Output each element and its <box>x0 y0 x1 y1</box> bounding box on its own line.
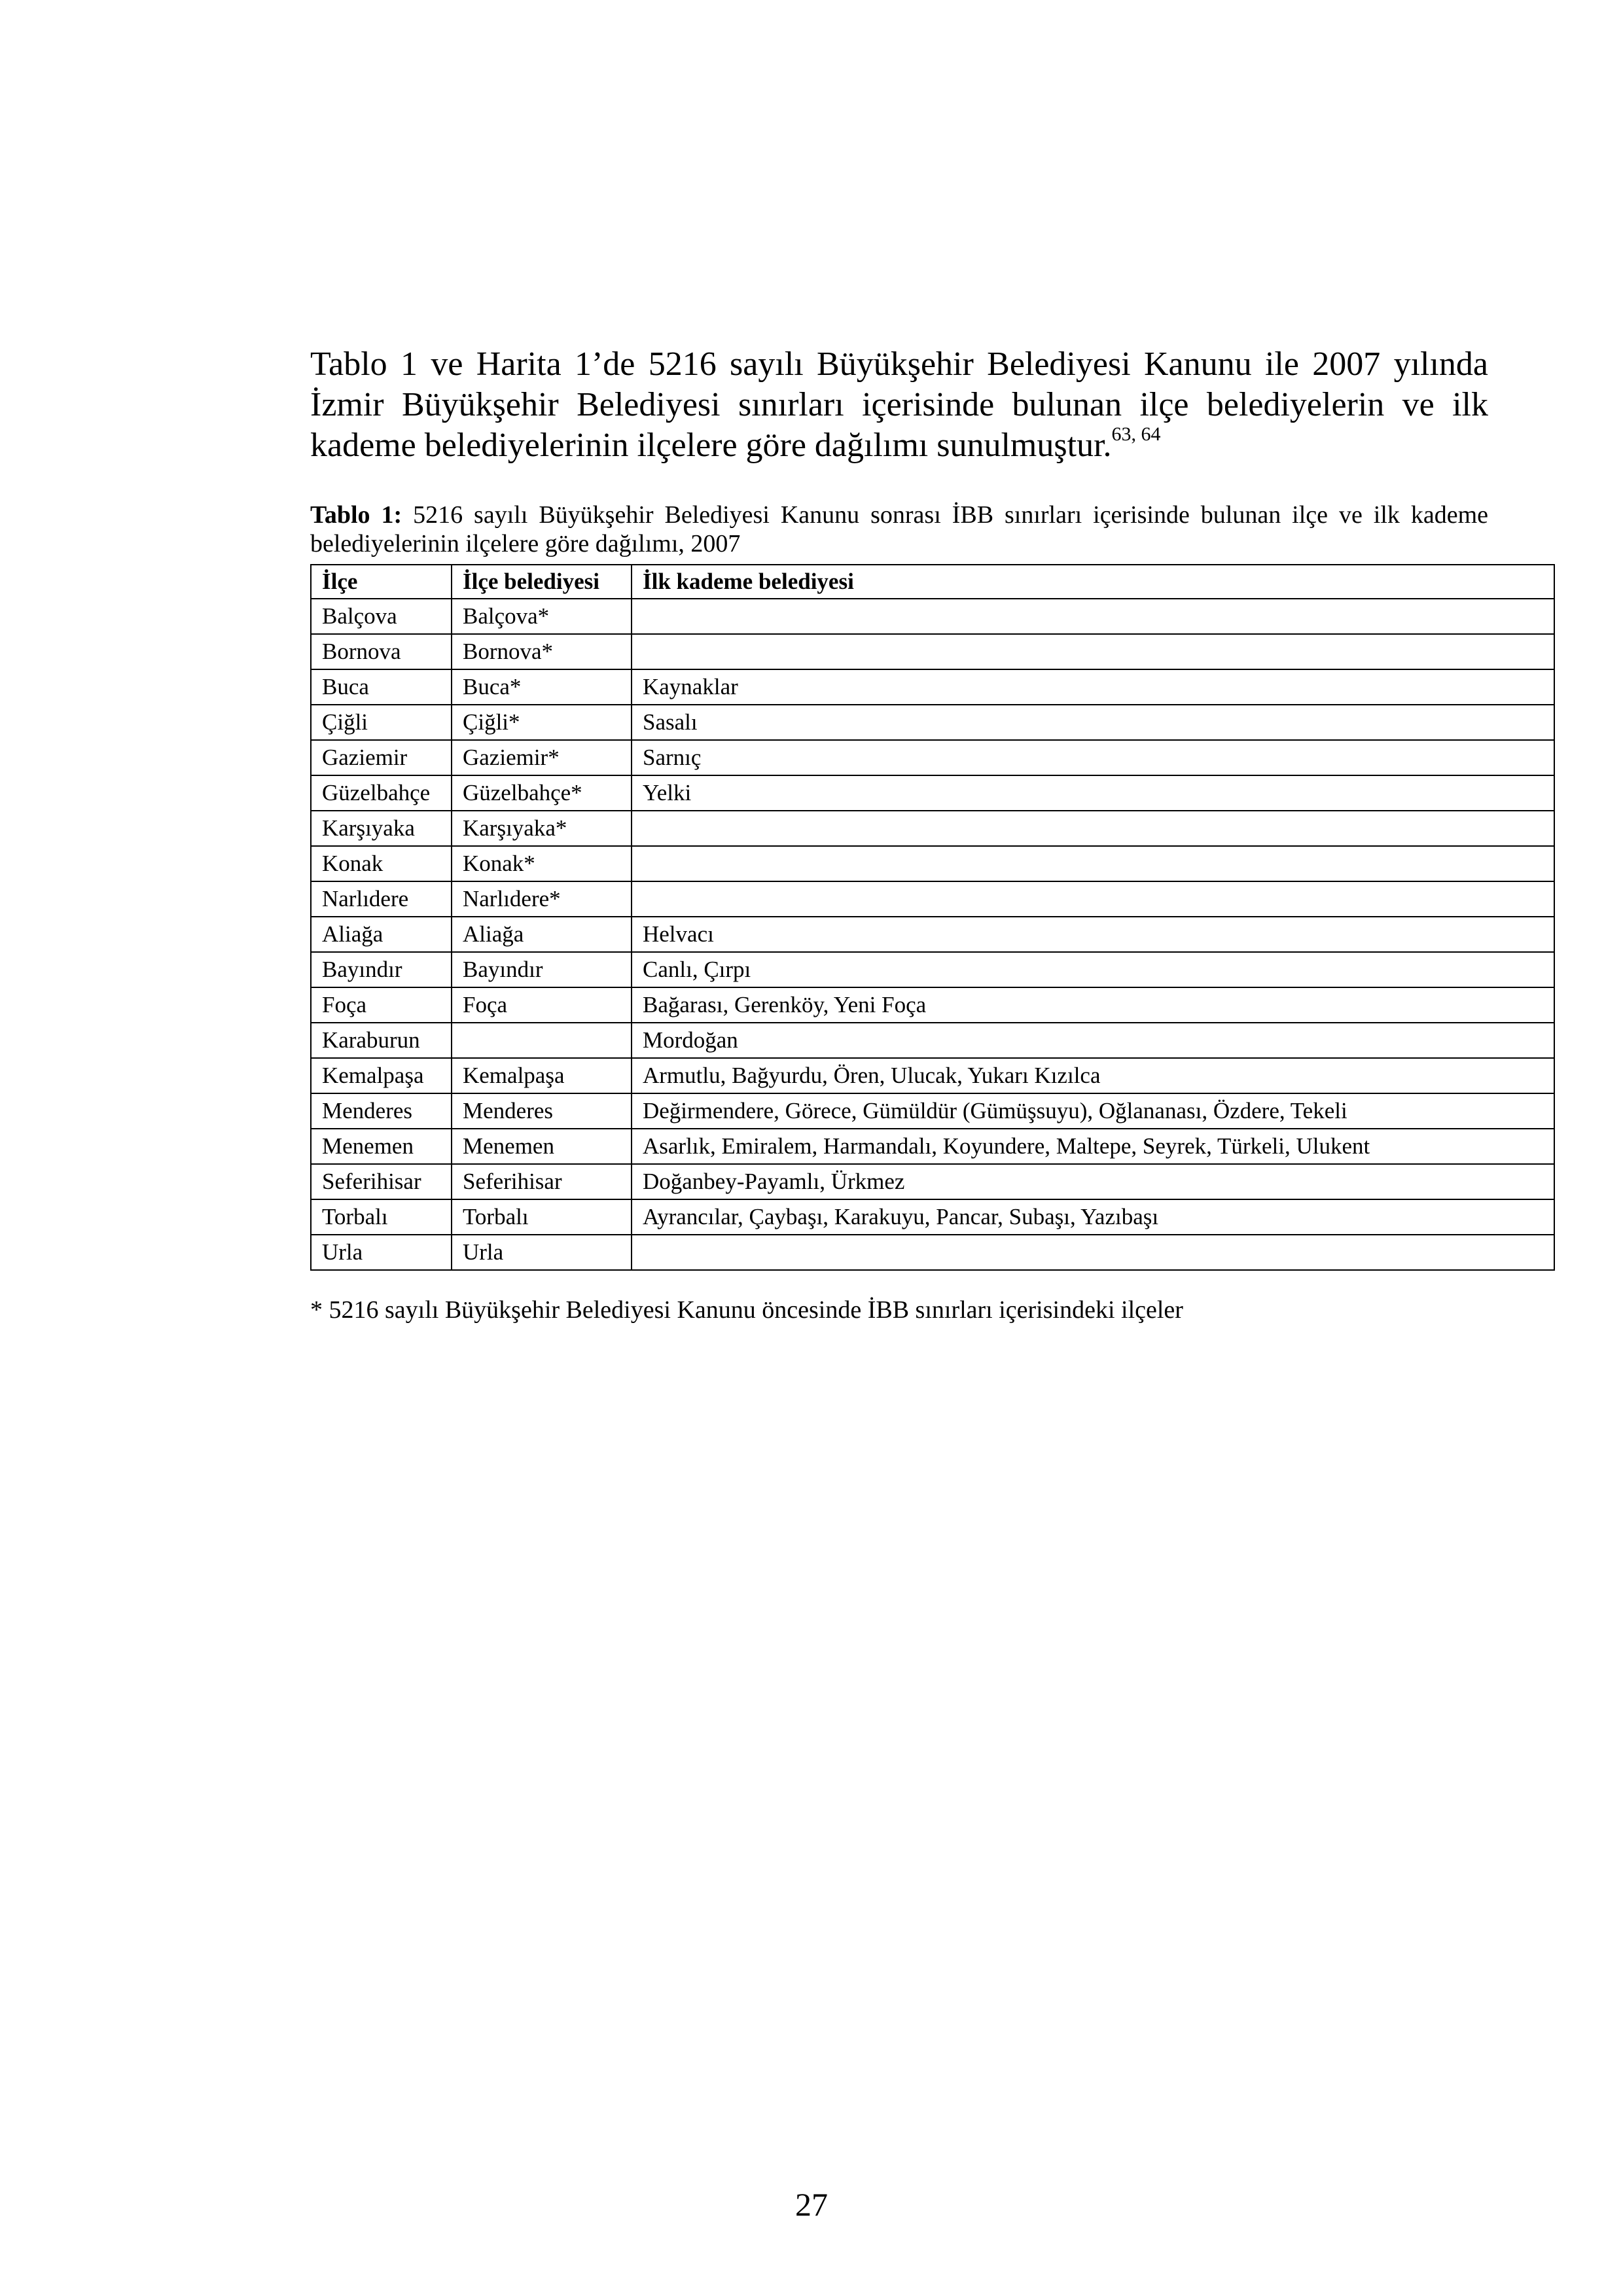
table-row <box>311 1023 1554 1058</box>
cell-ilk-kademe-belediyesi: Armutlu, Bağyurdu, Ören, Ulucak, Yukarı Kızılca <box>632 1058 1554 1093</box>
cell-ilce-belediyesi: Bayındır <box>452 952 632 987</box>
cell-ilce-belediyesi: Aliağa <box>452 917 632 952</box>
cell-ilce: Balçova <box>311 599 452 634</box>
intro-footnote-ref: 63, 64 <box>1111 423 1161 445</box>
table-body <box>311 599 1554 1270</box>
table-footnote: * 5216 sayılı Büyükşehir Belediyesi Kanunu öncesinde İBB sınırları içerisindeki ilçeler <box>310 1296 1183 1324</box>
cell-ilce: Buca <box>311 669 452 705</box>
cell-ilce: Narlıdere <box>311 881 452 917</box>
cell-ilce-belediyesi: Seferihisar <box>452 1164 632 1199</box>
cell-ilce: Menemen <box>311 1129 452 1164</box>
header-ilce: İlçe <box>311 565 452 599</box>
cell-ilce: Çiğli <box>311 705 452 740</box>
table-row <box>311 987 1554 1023</box>
cell-ilce-belediyesi: Menderes <box>452 1093 632 1129</box>
cell-ilce: Karşıyaka <box>311 811 452 846</box>
cell-ilce-belediyesi: Güzelbahçe* <box>452 775 632 811</box>
table-row <box>311 1199 1554 1235</box>
cell-ilk-kademe-belediyesi: Asarlık, Emiralem, Harmandalı, Koyundere, Maltepe, Seyrek, Türkeli, Ulukent <box>632 1129 1554 1164</box>
cell-ilce: Torbalı <box>311 1199 452 1235</box>
table-row <box>311 634 1554 669</box>
table-caption-label: Tablo 1: <box>310 501 402 529</box>
cell-ilk-kademe-belediyesi <box>632 811 1554 846</box>
table-row <box>311 811 1554 846</box>
cell-ilce-belediyesi: Narlıdere* <box>452 881 632 917</box>
table-caption <box>310 501 1488 558</box>
table-row <box>311 740 1554 775</box>
cell-ilce-belediyesi: Bornova* <box>452 634 632 669</box>
table-row <box>311 775 1554 811</box>
cell-ilce-belediyesi: Konak* <box>452 846 632 881</box>
intro-paragraph <box>310 344 1488 466</box>
header-ilce-belediyesi: İlçe belediyesi <box>452 565 632 599</box>
cell-ilk-kademe-belediyesi: Sasalı <box>632 705 1554 740</box>
municipality-table <box>310 564 1555 1271</box>
table-row <box>311 952 1554 987</box>
cell-ilce-belediyesi: Torbalı <box>452 1199 632 1235</box>
cell-ilce: Aliağa <box>311 917 452 952</box>
table-row <box>311 1235 1554 1270</box>
cell-ilce-belediyesi: Karşıyaka* <box>452 811 632 846</box>
cell-ilce: Güzelbahçe <box>311 775 452 811</box>
cell-ilce-belediyesi: Gaziemir* <box>452 740 632 775</box>
cell-ilce-belediyesi: Menemen <box>452 1129 632 1164</box>
cell-ilce: Urla <box>311 1235 452 1270</box>
table-row <box>311 1058 1554 1093</box>
table-row <box>311 917 1554 952</box>
cell-ilce-belediyesi: Urla <box>452 1235 632 1270</box>
table-row <box>311 1093 1554 1129</box>
cell-ilk-kademe-belediyesi: Kaynaklar <box>632 669 1554 705</box>
table-row <box>311 705 1554 740</box>
cell-ilce: Kemalpaşa <box>311 1058 452 1093</box>
cell-ilce: Bornova <box>311 634 452 669</box>
cell-ilk-kademe-belediyesi: Helvacı <box>632 917 1554 952</box>
cell-ilk-kademe-belediyesi: Mordoğan <box>632 1023 1554 1058</box>
table-row <box>311 1164 1554 1199</box>
cell-ilce: Karaburun <box>311 1023 452 1058</box>
cell-ilk-kademe-belediyesi <box>632 1235 1554 1270</box>
page-number: 27 <box>795 2186 828 2223</box>
cell-ilce: Foça <box>311 987 452 1023</box>
table-row <box>311 846 1554 881</box>
cell-ilce-belediyesi: Foça <box>452 987 632 1023</box>
cell-ilce: Gaziemir <box>311 740 452 775</box>
cell-ilk-kademe-belediyesi <box>632 846 1554 881</box>
cell-ilk-kademe-belediyesi: Sarnıç <box>632 740 1554 775</box>
cell-ilce-belediyesi: Buca* <box>452 669 632 705</box>
cell-ilk-kademe-belediyesi: Değirmendere, Görece, Gümüldür (Gümüşsuyu), Oğlananası, Özdere, Tekeli <box>632 1093 1554 1129</box>
cell-ilce: Menderes <box>311 1093 452 1129</box>
cell-ilk-kademe-belediyesi: Ayrancılar, Çaybaşı, Karakuyu, Pancar, Subaşı, Yazıbaşı <box>632 1199 1554 1235</box>
cell-ilce-belediyesi <box>452 1023 632 1058</box>
table-row <box>311 1129 1554 1164</box>
cell-ilce: Bayındır <box>311 952 452 987</box>
cell-ilce-belediyesi: Kemalpaşa <box>452 1058 632 1093</box>
cell-ilk-kademe-belediyesi: Canlı, Çırpı <box>632 952 1554 987</box>
table-caption-text: 5216 sayılı Büyükşehir Belediyesi Kanunu sonrası İBB sınırları içerisinde bulunan ilçe ve ilk kademe belediyelerinin ilçelere göre dağılımı, 2007 <box>310 501 1488 557</box>
intro-text: Tablo 1 ve Harita 1’de 5216 sayılı Büyükşehir Belediyesi Kanunu ile 2007 yılında İzmir Büyükşehir Belediyesi sınırları içerisinde bulunan ilçe belediyelerin ve ilk kademe belediyelerinin ilçelere göre dağılımı sunulmuştur. <box>310 345 1488 464</box>
table-header-row <box>311 565 1554 599</box>
cell-ilce-belediyesi: Balçova* <box>452 599 632 634</box>
cell-ilce: Konak <box>311 846 452 881</box>
cell-ilk-kademe-belediyesi <box>632 881 1554 917</box>
header-ilk-kademe-belediyesi: İlk kademe belediyesi <box>632 565 1554 599</box>
cell-ilk-kademe-belediyesi: Yelki <box>632 775 1554 811</box>
table-row <box>311 881 1554 917</box>
cell-ilce-belediyesi: Çiğli* <box>452 705 632 740</box>
table-row <box>311 669 1554 705</box>
cell-ilk-kademe-belediyesi: Bağarası, Gerenköy, Yeni Foça <box>632 987 1554 1023</box>
cell-ilk-kademe-belediyesi: Doğanbey-Payamlı, Ürkmez <box>632 1164 1554 1199</box>
cell-ilk-kademe-belediyesi <box>632 599 1554 634</box>
cell-ilk-kademe-belediyesi <box>632 634 1554 669</box>
cell-ilce: Seferihisar <box>311 1164 452 1199</box>
table-row <box>311 599 1554 634</box>
